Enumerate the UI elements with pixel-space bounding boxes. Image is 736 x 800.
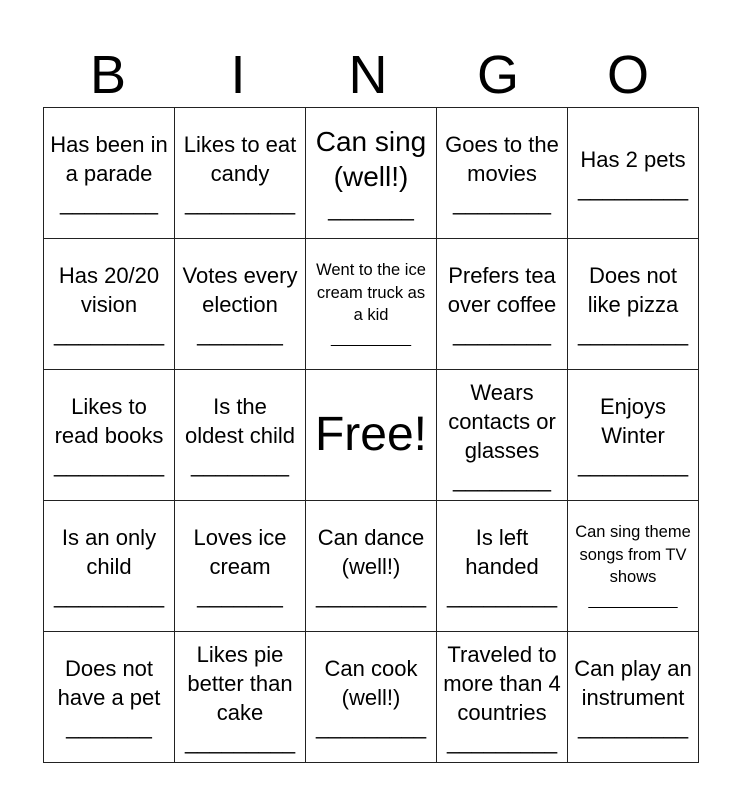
header-letter-n: N <box>348 45 388 105</box>
cell-text: Can sing theme songs from TV shows <box>575 523 691 587</box>
bingo-cell <box>568 370 699 501</box>
cell-text: Went to the ice cream truck as a kid <box>316 261 426 325</box>
cell-text: Has 2 pets <box>580 146 686 172</box>
header-letter-b: B <box>89 45 127 105</box>
signature-line: ________ <box>60 190 158 215</box>
cell-text: Does not like pizza <box>587 263 679 317</box>
free-space-text: Free! <box>314 408 428 461</box>
bingo-cell <box>44 370 175 501</box>
cell-text: Loves ice cream <box>193 525 287 579</box>
bingo-cell <box>44 239 175 370</box>
board-row <box>44 370 699 501</box>
cell-text: Can sing (well!) <box>315 126 427 192</box>
cell-text: Traveled to more than 4 countries <box>443 641 561 725</box>
header-letter-i: I <box>230 45 246 105</box>
signature-line: _________ <box>577 452 689 477</box>
signature-line: _______ <box>328 196 414 221</box>
signature-line: _______ <box>66 714 152 739</box>
cell-text: Is the oldest child <box>184 394 296 448</box>
cell-text: Does not have a pet <box>57 656 161 710</box>
bingo-cell <box>568 501 699 632</box>
bingo-cell <box>44 501 175 632</box>
bingo-cell <box>437 632 568 763</box>
cell-text: Prefers tea over coffee <box>447 263 557 317</box>
bingo-cell <box>306 501 437 632</box>
cell-text: Likes to read books <box>54 394 164 448</box>
signature-line: _________ <box>577 714 689 739</box>
signature-line: _________ <box>53 583 165 608</box>
signature-line: _________ <box>577 321 689 346</box>
signature-line: ________ <box>191 452 289 477</box>
board-row <box>44 501 699 632</box>
cell-text: Is left handed <box>465 525 539 579</box>
cell-text: Is an only child <box>61 525 157 579</box>
signature-line: ________ <box>453 321 551 346</box>
signature-line: _________ <box>315 714 427 739</box>
board-row <box>44 108 699 239</box>
bingo-cell <box>568 108 699 239</box>
signature-line: ________ <box>453 466 551 492</box>
signature-line: _________ <box>184 728 296 754</box>
signature-line: _________ <box>330 329 412 347</box>
bingo-cell <box>437 370 568 501</box>
cell-text: Likes to eat candy <box>183 132 297 186</box>
signature-line: _______ <box>197 321 283 346</box>
cell-text: Goes to the movies <box>445 132 559 186</box>
bingo-cell <box>306 108 437 239</box>
bingo-cell <box>568 632 699 763</box>
bingo-cell <box>175 632 306 763</box>
cell-text: Wears contacts or glasses <box>448 379 556 463</box>
signature-line: _________ <box>446 583 558 608</box>
bingo-board <box>43 107 699 763</box>
free-space-cell <box>306 370 437 501</box>
cell-text: Votes every election <box>182 263 298 317</box>
signature-line: _______ <box>197 583 283 608</box>
cell-text: Likes pie better than cake <box>187 641 293 725</box>
cell-text: Can cook (well!) <box>324 656 418 710</box>
bingo-cell <box>437 108 568 239</box>
cell-text: Has 20/20 vision <box>58 263 160 317</box>
signature-line: _________ <box>446 728 558 754</box>
bingo-cell <box>306 239 437 370</box>
bingo-cell <box>306 632 437 763</box>
bingo-cell <box>175 239 306 370</box>
header-letter-o: O <box>606 45 649 105</box>
signature-line: _________ <box>315 583 427 608</box>
board-row <box>44 632 699 763</box>
cell-text: Can dance (well!) <box>317 525 425 579</box>
bingo-cell <box>44 108 175 239</box>
signature-line: _________ <box>53 452 165 477</box>
bingo-cell <box>568 239 699 370</box>
bingo-cell <box>175 108 306 239</box>
signature-line: _________ <box>53 321 165 346</box>
cell-text: Enjoys Winter <box>599 394 667 448</box>
signature-line: __________ <box>588 591 678 609</box>
cell-text: Has been in a parade <box>50 132 168 186</box>
signature-line: _________ <box>184 190 296 215</box>
bingo-cell <box>175 501 306 632</box>
bingo-cell <box>437 501 568 632</box>
board-row <box>44 239 699 370</box>
bingo-header <box>43 44 693 106</box>
signature-line: ________ <box>453 190 551 215</box>
bingo-cell <box>44 632 175 763</box>
cell-text: Can play an instrument <box>574 656 692 710</box>
bingo-cell <box>175 370 306 501</box>
bingo-cell <box>437 239 568 370</box>
signature-line: _________ <box>577 175 689 201</box>
header-letter-g: G <box>476 45 519 105</box>
